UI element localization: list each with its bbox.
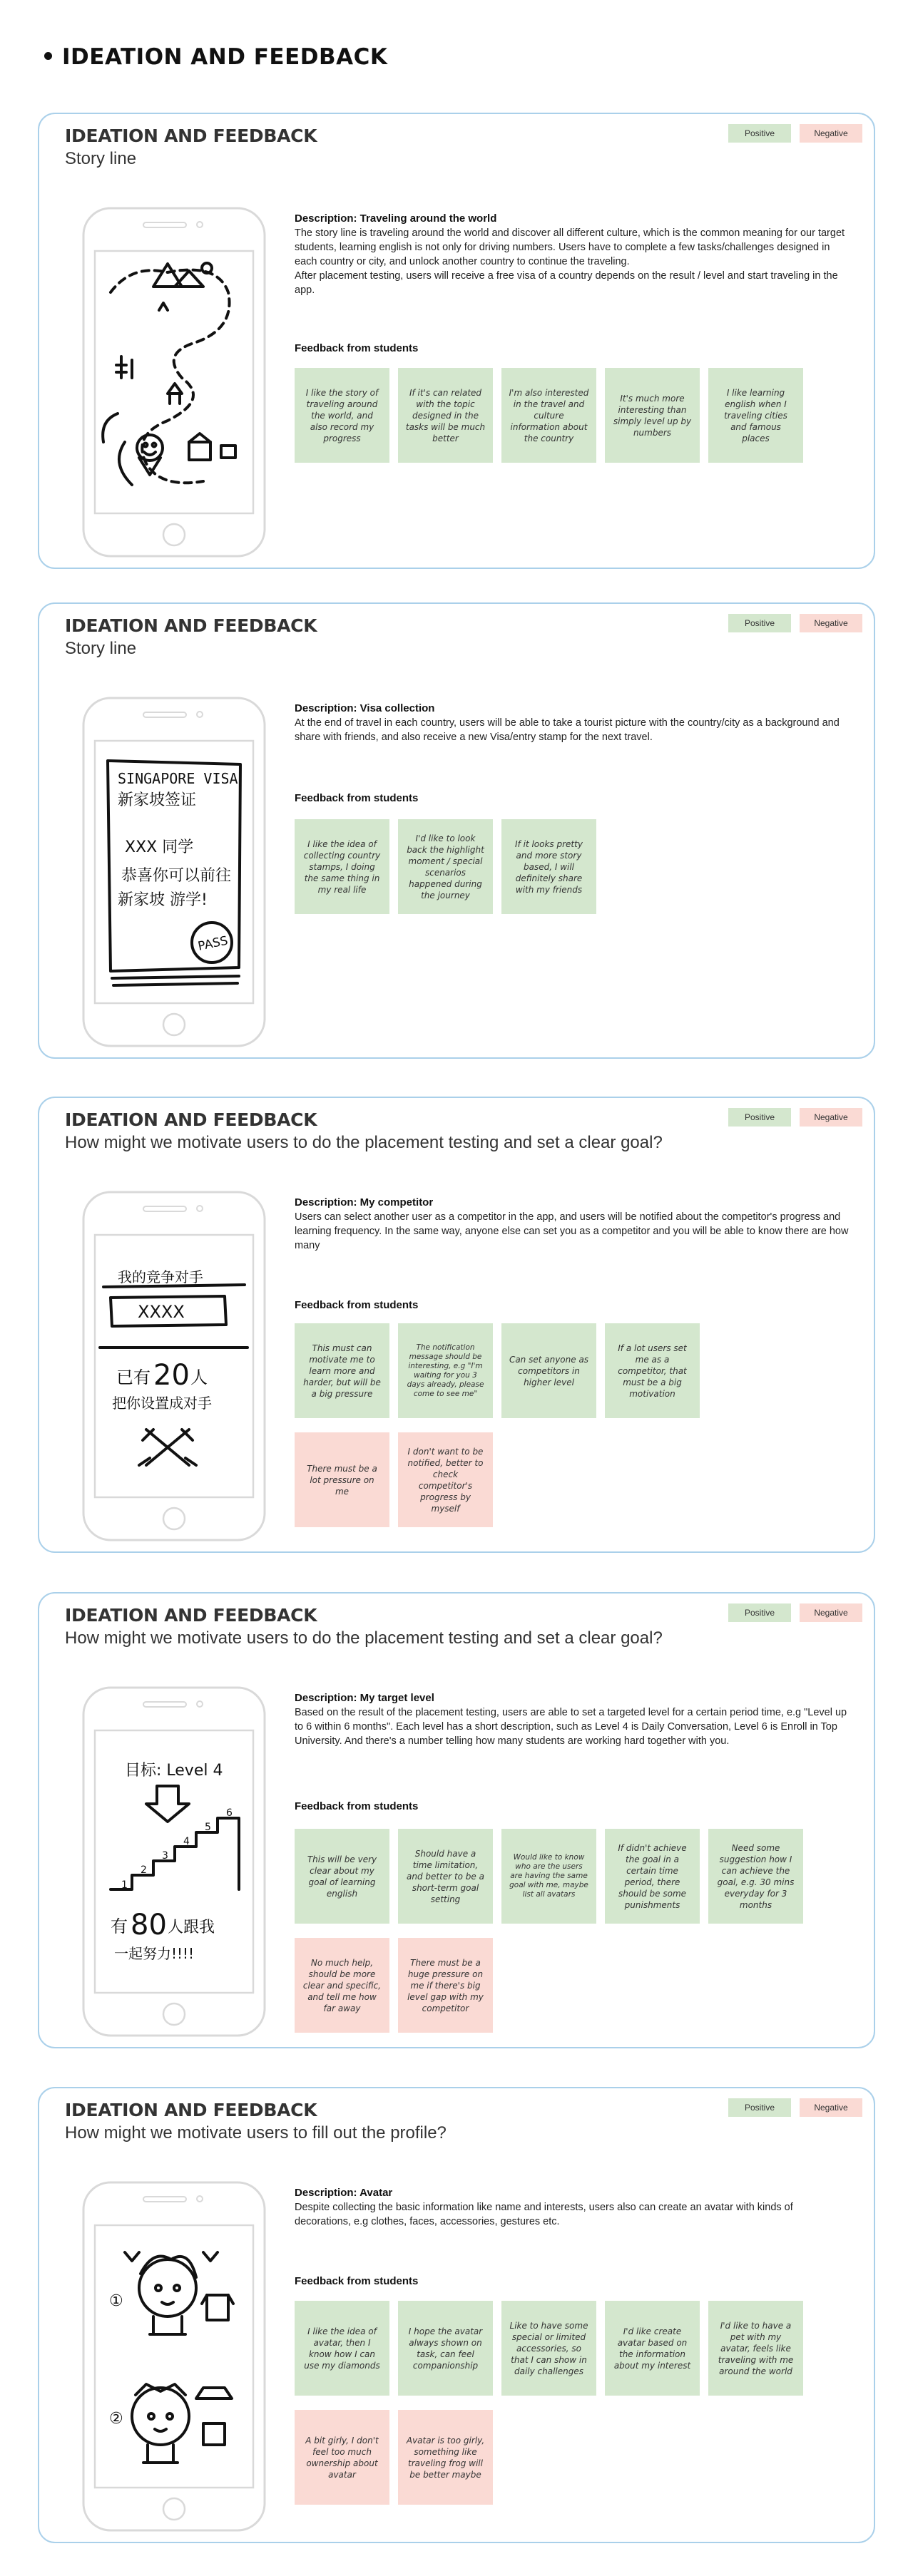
ideation-card-1 [38,113,875,569]
description-text: Despite collecting the basic information like name and interests, users also can create an avatar with kinds of decorations, e.g clothes, faces, accessories, gestures etc. [295,2202,793,2227]
negative-feedback-note: A bit girly, I don't feel too much ownership about avatar [295,2410,389,2505]
svg-text:有: 有 [111,1916,128,1936]
svg-text:一起努力!!!!: 一起努力!!!! [114,1945,195,1962]
feedback-notes [295,368,837,463]
feedback-notes [295,2301,837,2505]
positive-feedback-note: I like the story of traveling around the world, and also record my progress [295,368,389,463]
description-text: The story line is traveling around the world and discover all different culture, which is the common meaning for our target students, learning english is not only for driving numbers. Users have to complete a few tasks/challenges designed in each country or city, and unlock another country to continue the traveling. After placement testing, users will receive a free visa of a country depends on the result / level and start traveling in the app. [295,227,845,296]
legend-positive: Positive [728,614,791,632]
positive-feedback-note: If it looks pretty and more story based, I will definitely share with my friends [501,819,596,914]
phone-sketch [82,697,266,1047]
card-subtitle: How might we motivate users to do the placement testing and set a clear goal? [65,1133,663,1152]
bullet-icon [44,52,52,60]
svg-text:目标: Level 4: 目标: Level 4 [125,1762,223,1780]
negative-feedback-note: There must be a huge pressure on me if there's big level gap with my competitor [398,1938,493,2033]
visa-title-en: SINGAPORE VISA [118,770,238,787]
svg-text:2: 2 [141,1864,147,1876]
description-text: Based on the result of the placement testing, users are able to set a targeted level for a certain period time, e.g "Level up to 6 within 6 months". Each level has a short description, such as Level 4 is Daily Conversation, Level 6 is Enroll in Top University. And there's a number telling how many students are working hard together with you. [295,1707,847,1747]
positive-feedback-note: If it's can related with the topic designed in the tasks will be much better [398,368,493,463]
card-label: IDEATION AND FEEDBACK [65,2100,317,2120]
feedback-title: Feedback from students [295,792,419,804]
svg-text:3: 3 [162,1850,168,1862]
svg-text:XXXX: XXXX [138,1302,185,1322]
card-label: IDEATION AND FEEDBACK [65,615,317,636]
legend [728,2098,862,2117]
phone-sketch [82,207,266,558]
svg-text:5: 5 [205,1822,211,1833]
svg-text:已有: 已有 [116,1367,151,1387]
negative-feedback-note: Avatar is too girly, something like traveling frog will be better maybe [398,2410,493,2505]
card-label: IDEATION AND FEEDBACK [65,125,317,146]
legend [728,124,862,143]
description-title: Description: Avatar [295,2187,393,2199]
positive-feedback-note: The notification message should be interesting, e.g "I'm waiting for you 3 days already, please come to see me" [398,1323,493,1418]
feedback-notes [295,1323,837,1527]
legend-positive: Positive [728,124,791,143]
legend [728,614,862,632]
positive-feedback-note: Should have a time limitation, and better to be a short-term goal setting [398,1829,493,1924]
positive-feedback-note: It's much more interesting than simply level up by numbers [605,368,700,463]
svg-text:把你设置成对手: 把你设置成对手 [112,1395,212,1412]
card-subtitle: How might we motivate users to do the placement testing and set a clear goal? [65,1628,663,1648]
svg-text:人: 人 [190,1367,208,1387]
svg-text:20: 20 [153,1359,190,1392]
feedback-title: Feedback from students [295,1800,419,1812]
svg-text:恭喜你可以前往: 恭喜你可以前往 [121,867,232,885]
svg-text:PASS: PASS [196,933,230,954]
phone-sketch [82,2181,266,2532]
positive-feedback-note: Can set anyone as competitors in higher level [501,1323,596,1418]
svg-text:②: ② [109,2410,123,2428]
positive-feedback-note: I'd like to look back the highlight moment / special scenarios happened during the journey [398,819,493,914]
ideation-card-2 [38,602,875,1059]
legend-positive: Positive [728,2098,791,2117]
ideation-card-5 [38,2087,875,2543]
description-text: At the end of travel in each country, users will be able to take a tourist picture with the country/city as a background and share with friends, and also receive a new Visa/entry stamp for the next travel. [295,717,840,743]
positive-feedback-note: I hope the avatar always shown on task, can feel companionship [398,2301,493,2396]
legend-negative: Negative [800,1603,862,1622]
svg-text:XXX 同学: XXX 同学 [125,838,194,856]
svg-text:人跟我: 人跟我 [168,1919,215,1936]
positive-feedback-note: Like to have some special or limited accessories, so that I can show in daily challenges [501,2301,596,2396]
card-subtitle: How might we motivate users to fill out the profile? [65,2123,447,2143]
feedback-notes [295,1829,837,2033]
svg-text:80: 80 [131,1909,167,1941]
feedback-title: Feedback from students [295,2275,419,2287]
positive-feedback-note: Need some suggestion how I can achieve the goal, e.g. 30 mins everyday for 3 months [708,1829,803,1924]
phone-sketch [82,1686,266,2037]
feedback-notes [295,819,837,914]
description-text: Users can select another user as a competitor in the app, and users will be notified about the competitor's progress and learning frequency. In the same way, anyone else can set you as a competitor and you will be able to know there are how many [295,1211,849,1251]
positive-feedback-note: I like the idea of collecting country stamps, I doing the same thing in my real life [295,819,389,914]
description-title: Description: Traveling around the world [295,212,497,225]
svg-text:新家坡 游学!: 新家坡 游学! [118,891,208,909]
ideation-card-4 [38,1592,875,2048]
description-title: Description: My competitor [295,1196,434,1209]
positive-feedback-note: I'd like create avatar based on the information about my interest [605,2301,700,2396]
legend-negative: Negative [800,2098,862,2117]
legend [728,1603,862,1622]
positive-feedback-note: I like the idea of avatar, then I know how I can use my diamonds [295,2301,389,2396]
legend-negative: Negative [800,614,862,632]
legend [728,1108,862,1127]
positive-feedback-note: Would like to know who are the users are having the same goal with me, maybe list all avatars [501,1829,596,1924]
card-subtitle: Story line [65,149,137,168]
negative-feedback-note: No much help, should be more clear and specific, and tell me how far away [295,1938,389,2033]
svg-text:1: 1 [121,1879,128,1891]
positive-feedback-note: I'm also interested in the travel and culture information about the country [501,368,596,463]
svg-text:6: 6 [226,1807,233,1819]
ideation-card-3 [38,1097,875,1553]
positive-feedback-note: If a lot users set me as a competitor, that must be a big motivation [605,1323,700,1418]
positive-feedback-note: This must can motivate me to learn more and harder, but will be a big pressure [295,1323,389,1418]
page-title: IDEATION AND FEEDBACK [44,44,387,70]
description-title: Description: Visa collection [295,702,435,714]
positive-feedback-note: I like learning english when I traveling cities and famous places [708,368,803,463]
svg-text:我的竞争对手: 我的竞争对手 [118,1268,203,1286]
svg-text:①: ① [109,2292,123,2310]
phone-sketch [82,1191,266,1541]
legend-positive: Positive [728,1108,791,1127]
card-subtitle: Story line [65,639,137,658]
positive-feedback-note: This will be very clear about my goal of learning english [295,1829,389,1924]
negative-feedback-note: There must be a lot pressure on me [295,1432,389,1527]
card-label: IDEATION AND FEEDBACK [65,1605,317,1626]
positive-feedback-note: I'd like to have a pet with my avatar, feels like traveling with me around the world [708,2301,803,2396]
svg-text:新家坡签证: 新家坡签证 [118,791,197,809]
card-label: IDEATION AND FEEDBACK [65,1109,317,1130]
legend-negative: Negative [800,1108,862,1127]
feedback-title: Feedback from students [295,1299,419,1311]
positive-feedback-note: If didn't achieve the goal in a certain time period, there should be some punishments [605,1829,700,1924]
legend-positive: Positive [728,1603,791,1622]
description-title: Description: My target level [295,1692,434,1704]
svg-text:4: 4 [183,1836,190,1847]
negative-feedback-note: I don't want to be notified, better to check competitor's progress by myself [398,1432,493,1527]
legend-negative: Negative [800,124,862,143]
feedback-title: Feedback from students [295,342,419,354]
